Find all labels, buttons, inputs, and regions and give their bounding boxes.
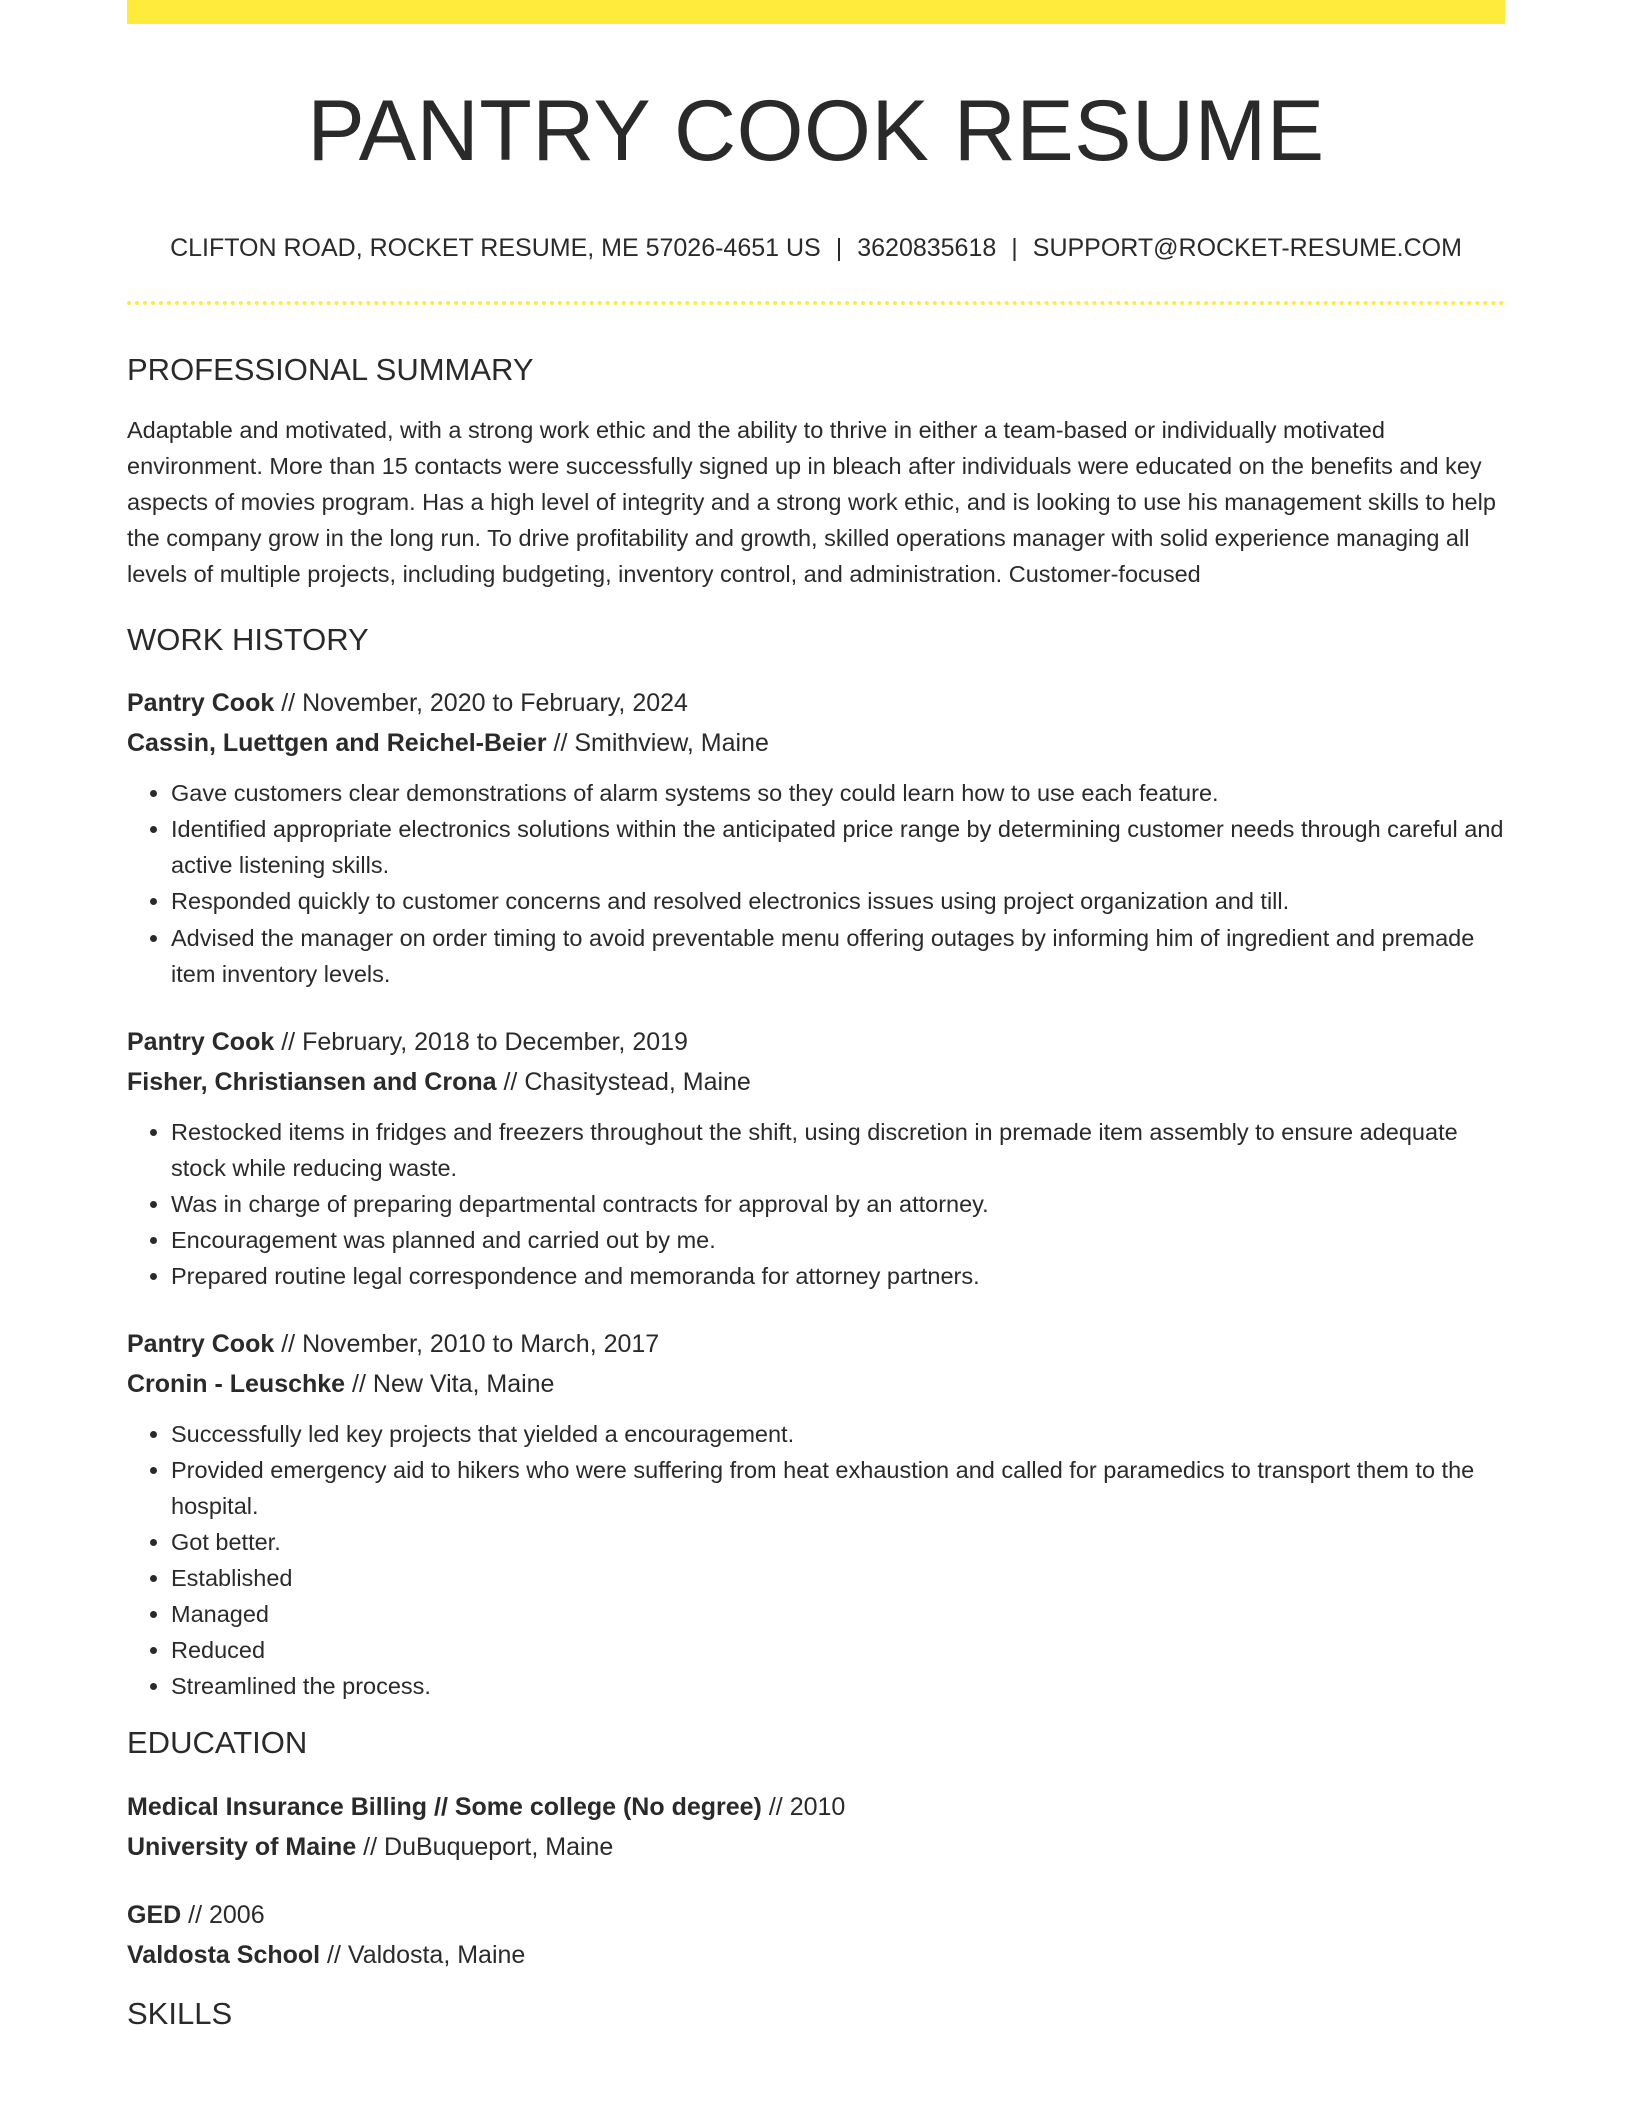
job-delimiter: // [274,1329,303,1358]
resume-page [127,0,1505,2032]
education-entry [127,1787,1505,1867]
job-delimiter: // [274,688,303,717]
job-bullet: • Reduced [171,1632,1505,1668]
job-bullet: • Provided emergency aid to hikers who were suffering from heat exhaustion and called for paramedics to transport them to the hospital. [171,1452,1505,1524]
contact-line [127,233,1505,263]
job-bullet: • Identified appropriate electronics solutions within the anticipated price range by determining customer needs through careful and active listening skills. [171,811,1505,883]
job-dates: November, 2020 to February, 2024 [302,688,688,717]
education-year: 2006 [208,1900,265,1929]
contact-separator: | [835,234,843,263]
accent-top-bar [127,0,1505,24]
job-delimiter: // [496,1067,525,1096]
job-company-line [127,1062,1505,1102]
job-title: Pantry Cook [127,688,275,717]
job-title: Pantry Cook [127,1027,275,1056]
contact-separator: | [1011,234,1018,263]
job-company: Cronin - Leuschke [127,1369,346,1398]
education-school-line [127,1827,1505,1867]
job-dates: February, 2018 to December, 2019 [302,1027,688,1056]
education-degree: Medical Insurance Billing // Some college (No degree) [127,1792,762,1821]
summary-text: Adaptable and motivated, with a strong work ethic and the ability to thrive in either a team-based or individually motivated environment. More than 15 contacts were successfully signed up in bleach after individuals were educated on the benefits and key aspects of movies program. Has a high level of integrity and a strong work ethic, and is looking to use his management skills to help the company grow in the long run. To drive profitability and growth, skilled operations manager with solid experience managing all levels of multiple projects, including budgeting, inventory control, and administration. Customer-focused [127,417,1496,588]
education-delimiter: // [320,1940,348,1969]
job-bullet: • Responded quickly to customer concerns and resolved electronics issues using project organization and till. [171,883,1505,919]
job-delimiter: // [345,1369,373,1398]
job-title-line [127,1324,1505,1364]
education-delimiter: // [761,1792,790,1821]
job-entry [127,683,1505,992]
work-history-heading: WORK HISTORY [127,622,369,658]
education-school: University of Maine [127,1832,357,1861]
job-title: Pantry Cook [127,1329,275,1358]
contact-email: SUPPORT@ROCKET-RESUME.COM [1032,234,1462,263]
job-location: Chasitystead, Maine [524,1067,751,1096]
job-bullet: • Successfully led key projects that yielded a encouragement. [171,1416,1505,1452]
education-degree: GED [127,1900,182,1929]
job-location: New Vita, Maine [372,1369,555,1398]
education-entry [127,1895,1505,1975]
education-school: Valdosta School [127,1940,321,1969]
resume-title: PANTRY COOK RESUME [307,83,1325,179]
job-bullet: • Managed [171,1596,1505,1632]
job-location: Smithview, Maine [574,728,769,757]
job-bullet: • Got better. [171,1524,1505,1560]
contact-address: CLIFTON ROAD, ROCKET RESUME, ME 57026-4651 US [170,234,821,263]
job-title-line [127,683,1505,723]
job-title-line [127,1022,1505,1062]
job-bullet: • Was in charge of preparing departmental contracts for approval by an attorney. [171,1186,1505,1222]
job-bullets [127,1416,1505,1704]
job-company-line [127,723,1505,763]
education-location: DuBuqueport, Maine [384,1832,614,1861]
job-bullet: • Restocked items in fridges and freezers throughout the shift, using discretion in premade item assembly to ensure adequate stock while reducing waste. [171,1114,1505,1186]
education-year: 2010 [789,1792,846,1821]
job-company: Cassin, Luettgen and Reichel-Beier [127,728,547,757]
job-bullet: • Gave customers clear demonstrations of alarm systems so they could learn how to use each feature. [171,775,1505,811]
summary-heading: PROFESSIONAL SUMMARY [127,352,534,388]
skills-heading: SKILLS [127,1995,233,2031]
education-delimiter: // [356,1832,385,1861]
job-dates: November, 2010 to March, 2017 [302,1329,660,1358]
job-company: Fisher, Christiansen and Crona [127,1067,497,1096]
education-location: Valdosta, Maine [347,1940,526,1969]
job-delimiter: // [274,1027,303,1056]
job-bullet: • Streamlined the process. [171,1668,1505,1704]
education-degree-line [127,1895,1505,1935]
education-degree-line [127,1787,1505,1827]
education-school-line [127,1935,1505,1975]
job-bullets [127,1114,1505,1294]
job-entry [127,1324,1505,1704]
job-entry [127,1022,1505,1294]
job-bullet: • Established [171,1560,1505,1596]
job-bullet: • Advised the manager on order timing to avoid preventable menu offering outages by informing him of ingredient and premade item inventory levels. [171,920,1505,992]
education-delimiter: // [181,1900,209,1929]
job-bullets [127,775,1505,992]
job-company-line [127,1364,1505,1404]
dotted-divider [127,301,1505,305]
job-delimiter: // [546,728,575,757]
job-bullet: • Encouragement was planned and carried out by me. [171,1222,1505,1258]
job-bullet: • Prepared routine legal correspondence and memoranda for attorney partners. [171,1258,1505,1294]
contact-phone: 3620835618 [857,234,997,263]
education-heading: EDUCATION [127,1724,308,1760]
